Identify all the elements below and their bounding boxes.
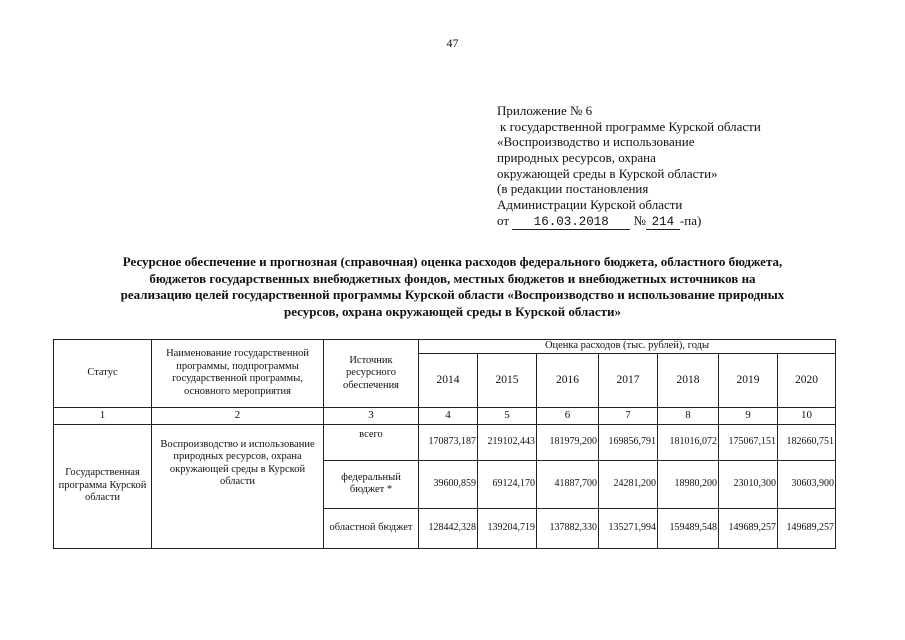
value-cell: 149689,257 — [719, 508, 778, 548]
appendix-date-line — [497, 213, 817, 229]
appendix-line: окружающей среды в Курской области» — [497, 165, 718, 181]
appendix-title: Приложение № 6 — [497, 103, 593, 118]
document-title — [50, 254, 855, 320]
title-line: реализацию целей государственной программы Курской области «Воспроизводство и использование природных — [120, 287, 785, 302]
source-cell: всего — [324, 424, 419, 460]
index-cell: 9 — [719, 407, 778, 424]
index-cell: 2 — [152, 407, 324, 424]
value-cell: 181016,072 — [658, 424, 719, 460]
header-year: 2019 — [719, 353, 778, 407]
appendix-line: к государственной программе Курской области — [500, 118, 761, 134]
header-year: 2017 — [599, 353, 658, 407]
value-cell: 181979,200 — [537, 424, 599, 460]
header-year: 2016 — [537, 353, 599, 407]
value-cell: 128442,328 — [419, 508, 478, 548]
status-cell: Государственная программа Курской области — [54, 424, 152, 548]
value-cell: 159489,548 — [658, 508, 719, 548]
appendix-line: природных ресурсов, охрана — [497, 150, 656, 166]
date-prefix: от — [497, 212, 510, 228]
index-cell: 3 — [324, 407, 419, 424]
value-cell: 24281,200 — [599, 460, 658, 508]
value-cell: 149689,257 — [778, 508, 836, 548]
value-cell: 139204,719 — [478, 508, 537, 548]
header-year: 2020 — [778, 353, 836, 407]
value-cell: 169856,791 — [599, 424, 658, 460]
index-cell: 1 — [54, 407, 152, 424]
index-cell: 8 — [658, 407, 719, 424]
title-line: ресурсов, охрана окружающей среды в Курской области» — [284, 303, 621, 319]
appendix-line: «Воспроизводство и использование — [497, 134, 695, 150]
header-estimate: Оценка расходов (тыс. рублей), годы — [419, 340, 836, 354]
value-cell: 175067,151 — [719, 424, 778, 460]
header-year: 2014 — [419, 353, 478, 407]
value-cell: 39600,859 — [419, 460, 478, 508]
value-cell: 41887,700 — [537, 460, 599, 508]
header-source: Источник ресурсного обеспечения — [324, 340, 419, 408]
header-year: 2018 — [658, 353, 719, 407]
header-name: Наименование государственной программы, подпрограммы государственной программы, основного мероприятия — [152, 340, 324, 408]
title-line: Ресурсное обеспечение и прогнозная (справочная) оценка расходов федерального бюджета, областного бюджета, — [122, 254, 783, 269]
table-row — [54, 424, 836, 460]
decree-date: 16.03.2018 — [512, 216, 630, 230]
budget-table — [53, 339, 836, 549]
number-suffix: -па) — [679, 212, 702, 228]
source-cell: федеральный бюджет * — [324, 460, 419, 508]
value-cell: 23010,300 — [719, 460, 778, 508]
value-cell: 18980,200 — [658, 460, 719, 508]
index-cell: 7 — [599, 407, 658, 424]
value-cell: 30603,900 — [778, 460, 836, 508]
source-cell: областной бюджет — [324, 508, 419, 548]
value-cell: 137882,330 — [537, 508, 599, 548]
index-cell: 5 — [478, 407, 537, 424]
appendix-line: Администрации Курской области — [497, 197, 683, 213]
appendix-header — [497, 103, 817, 229]
value-cell: 182660,751 — [778, 424, 836, 460]
program-name-cell: Воспроизводство и использование природных ресурсов, охрана окружающей среды в Курской области — [152, 424, 324, 548]
value-cell: 170873,187 — [419, 424, 478, 460]
page-number: 47 — [446, 36, 459, 50]
number-prefix: № — [633, 212, 646, 228]
value-cell: 135271,994 — [599, 508, 658, 548]
header-year: 2015 — [478, 353, 537, 407]
decree-number: 214 — [646, 216, 680, 230]
header-status: Статус — [54, 340, 152, 408]
value-cell: 219102,443 — [478, 424, 537, 460]
index-cell: 4 — [419, 407, 478, 424]
index-cell: 6 — [537, 407, 599, 424]
value-cell: 69124,170 — [478, 460, 537, 508]
appendix-line: (в редакции постановления — [497, 181, 649, 197]
index-cell: 10 — [778, 407, 836, 424]
title-line: бюджетов государственных внебюджетных фондов, местных бюджетов и внебюджетных источников на — [149, 270, 756, 286]
